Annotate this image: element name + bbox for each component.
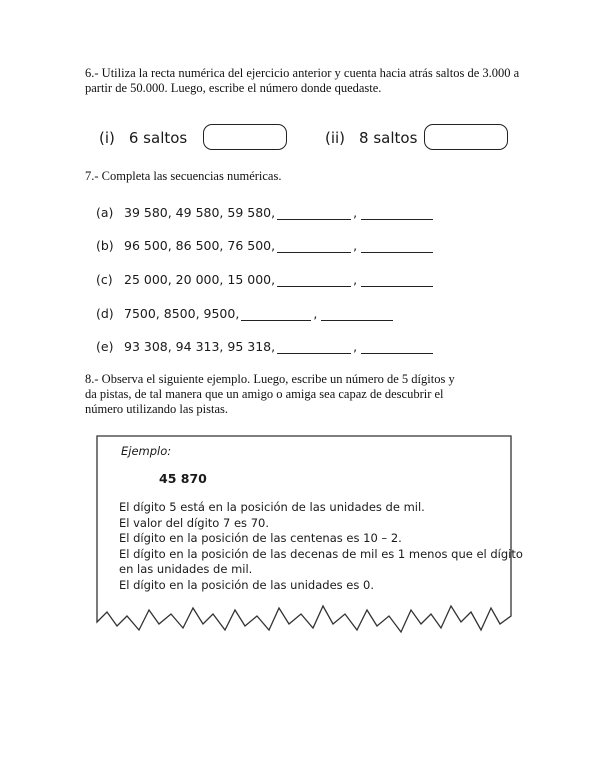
example-clue-line: El dígito en la posición de las unidades es 0. <box>119 577 374 592</box>
q6-item-ii <box>325 124 417 152</box>
question-6-text: 6.- Utiliza la recta numérica del ejercicio anterior y cuenta hacia atrás saltos de 3.000 a partir de 50.000. Luego, escribe el número donde quedaste. <box>85 66 520 95</box>
sequence-letter: (a) <box>96 205 114 220</box>
sequence-values: 25 000, 20 000, 15 000, <box>124 272 276 287</box>
example-clues <box>119 500 523 593</box>
sequence-values: 7500, 8500, 9500, <box>124 306 240 321</box>
sequence-blank-1[interactable] <box>241 308 311 321</box>
sequence-blank-1[interactable] <box>277 274 351 287</box>
sequence-row-b <box>96 233 433 253</box>
sequence-letter: (e) <box>96 339 114 354</box>
example-clue-line: El dígito en la posición de las centenas es 10 – 2. <box>119 531 402 545</box>
q6-item-i <box>99 124 187 152</box>
sequence-blank-2[interactable] <box>321 308 393 321</box>
sequence-values: 93 308, 94 313, 95 318, <box>124 339 276 354</box>
sequence-letter: (d) <box>96 306 114 321</box>
sequence-comma: , <box>353 272 358 287</box>
sequence-blank-2[interactable] <box>361 240 433 253</box>
sequence-comma: , <box>313 306 318 321</box>
example-title: Ejemplo: <box>121 444 172 458</box>
example-number: 45 870 <box>159 471 207 486</box>
sequence-comma: , <box>353 339 358 354</box>
sequence-blank-1[interactable] <box>277 207 351 220</box>
example-clue-line: El valor del dígito 7 es 70. <box>119 515 269 530</box>
example-clue-line: El dígito 5 está en la posición de las unidades de mil. <box>119 500 425 514</box>
sequence-comma: , <box>353 205 358 220</box>
q6-item-ii-roman: (ii) <box>325 129 346 147</box>
question-8-text: 8.- Observa el siguiente ejemplo. Luego, escribe un número de 5 dígitos y da pistas, de tal manera que un amigo o amiga sea capaz de descubrir el número utilizando las pistas. <box>85 372 455 416</box>
sequence-blank-2[interactable] <box>361 274 433 287</box>
example-clue-line: El dígito en la posición de las decenas de mil es 1 menos que el dígito <box>119 546 523 561</box>
sequence-comma: , <box>353 238 358 253</box>
sequence-values: 39 580, 49 580, 59 580, <box>124 205 276 220</box>
sequence-blank-2[interactable] <box>361 207 433 220</box>
q6-answer-box-ii[interactable] <box>424 124 508 150</box>
sequence-blank-2[interactable] <box>361 341 433 354</box>
sequence-row-d <box>96 301 393 321</box>
sequence-row-e <box>96 334 433 354</box>
sequence-values: 96 500, 86 500, 76 500, <box>124 238 276 253</box>
sequence-blank-1[interactable] <box>277 240 351 253</box>
sequence-letter: (b) <box>96 238 114 253</box>
sequence-row-a <box>96 200 433 220</box>
sequence-row-c <box>96 267 433 287</box>
q6-answer-box-i[interactable] <box>203 124 287 150</box>
example-clue-line: en las unidades de mil. <box>119 562 253 576</box>
q6-item-i-label: 6 saltos <box>128 129 188 147</box>
q6-item-i-roman: (i) <box>99 129 115 147</box>
q6-item-ii-label: 8 saltos <box>359 129 418 147</box>
sequence-blank-1[interactable] <box>277 341 351 354</box>
sequence-letter: (c) <box>96 272 113 287</box>
question-7-text: 7.- Completa las secuencias numéricas. <box>85 169 282 183</box>
example-card <box>95 434 523 650</box>
